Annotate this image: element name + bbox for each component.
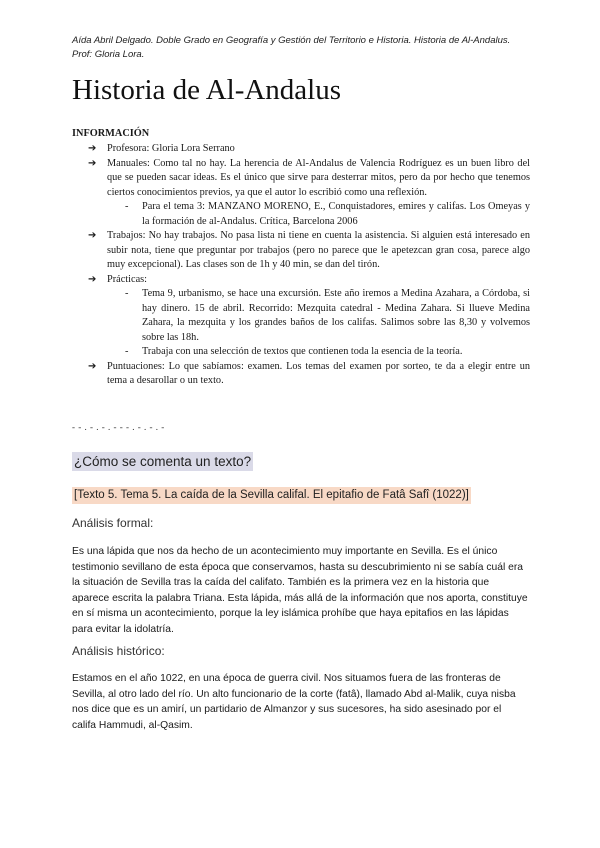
info-heading: INFORMACIÓN (72, 128, 150, 139)
info-practicas-text: Prácticas: (107, 273, 148, 285)
practicas-sublist (107, 287, 530, 360)
info-manuales-text: Manuales: Como tal no hay. La herencia de Al-Andalus de Valencia Rodríguez es un buen libro del que se pueden sacar ideas. Es el único que sirve para desterrar mitos, pero da por hecho que tenemos ciertos conocimientos previos, ya que el autor lo escribió como una reflexión. (107, 157, 530, 198)
dash-bullet-icon: - (125, 346, 129, 357)
historico-body: Estamos en el año 1022, en una época de guerra civil. Nos situamos fuera de las fronteras de Sevilla, al otro lado del río. Un alto funcionario de la corte (fatâ), llamado Abd al-Malik, cuya nisba nos dice que es un amirí, un partidario de Almanzor y sus sucesores, ha sido asesinado por el califa Hammudi, al-Qasim. (72, 673, 516, 731)
info-trabajos-text: Trabajos: No hay trabajos. No pasa lista ni tiene en cuenta la asistencia. Si alguien está interesado en subir nota, tiene que preguntar por trabajos (pero no parece que le apetezcan gran cosa, parece algo muy excepcional). Las clases son de 1h y 40 min, se dan del tirón. (107, 230, 530, 270)
section-divider: - - . - . - . - - - . - . - . - (72, 422, 165, 432)
formal-body: Es una lápida que nos da hecho de un acontecimiento muy importante en Sevilla. Es el único testimonio sevillano de esta época que conservamos, hasta su descubrimiento ni se sabía cuál era la situación de Sevilla tras la caída del califato. También es la primera vez en la historia que aparece escrita la palabra Triana. Esta lápida, más allá de la información que nos aporta, constituye en sí misma un acontecimiento, porque la ley islámica prohíbe que haya epitafios en las lápidas para evitar la idolatría. (72, 546, 528, 635)
manuales-sublist (107, 200, 530, 229)
practicas-sub2-text: Trabaja con una selección de textos que contienen toda la esencia de la teoría. (142, 346, 463, 357)
arrow-bullet-icon: ➔ (88, 360, 97, 372)
practicas-sub-item (107, 287, 530, 345)
comment-heading: ¿Cómo se comenta un texto? (74, 454, 252, 469)
arrow-bullet-icon: ➔ (88, 273, 97, 285)
document-title: Historia de Al-Andalus (72, 74, 342, 106)
manuales-sub-item (107, 200, 530, 229)
practicas-sub1-text: Tema 9, urbanismo, se hace una excursión. Este año iremos a Medina Azahara, a Córdoba, si hay dinero. 15 de abril. Recorrido: Mezquita catedral - Medina Zahara. Si llueve Medina Zahara, la mezquita y los grandes baños de los califas. Salimos sobre las 8,30 y volvemos sobre las 18h. (142, 288, 530, 343)
arrow-bullet-icon: ➔ (88, 157, 97, 169)
manuales-sub-text: Para el tema 3: MANZANO MORENO, E., Conquistadores, emires y califas. Los Omeyas y la formación de al-Andalus. Crítica, Barcelona 2006 (142, 201, 530, 227)
arrow-bullet-icon: ➔ (88, 230, 97, 241)
info-item-trabajos (72, 229, 530, 273)
practicas-sub-item (107, 345, 530, 360)
info-item-manuales (72, 157, 530, 230)
header-note: Aída Abril Delgado. Doble Grado en Geografía y Gestión del Territorio e Historia. Historia de Al-Andalus. Prof: Gloria Lora. (72, 35, 511, 60)
formal-heading: Análisis formal: (72, 516, 154, 530)
info-item-profesora (72, 142, 530, 157)
info-item-puntuaciones (72, 360, 530, 389)
historico-heading: Análisis histórico: (72, 644, 165, 658)
text-reference: [Texto 5. Tema 5. La caída de la Sevilla califal. El epitafio de Fatâ Safî (1022)] (72, 487, 471, 504)
info-item-practicas (72, 273, 530, 360)
info-list (72, 142, 530, 389)
info-puntuaciones-text: Puntuaciones: Lo que sabíamos: examen. Los temas del examen por sorteo, te da a elegir entre un tema a desarollar o un texto. (107, 360, 530, 386)
dash-bullet-icon: - (125, 201, 129, 212)
dash-bullet-icon: - (125, 288, 129, 299)
info-profesora-text: Profesora: Gloria Lora Serrano (107, 143, 235, 154)
arrow-bullet-icon: ➔ (88, 143, 97, 154)
